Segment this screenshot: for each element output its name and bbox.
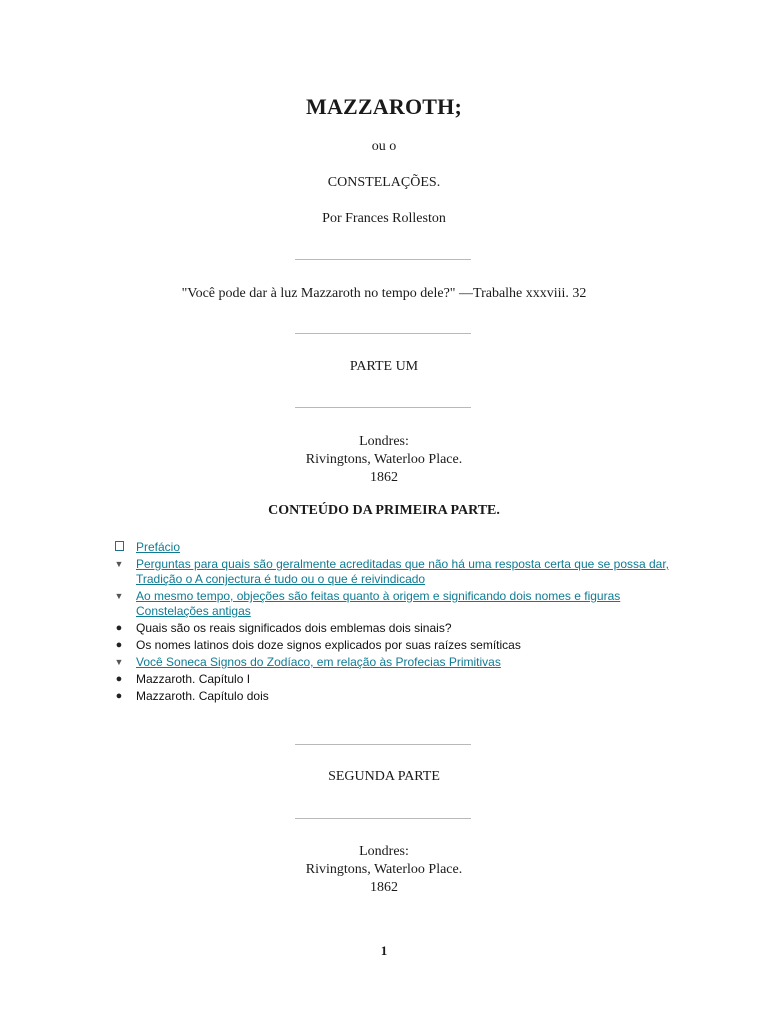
toc-item[interactable] bbox=[112, 557, 682, 587]
toc-text: Mazzaroth. Capítulo dois bbox=[136, 689, 269, 703]
toc-item[interactable] bbox=[112, 589, 682, 619]
bullet-icon: ● bbox=[115, 690, 123, 702]
toc-link[interactable]: Prefácio bbox=[136, 540, 181, 554]
page-number: 1 bbox=[380, 943, 388, 958]
publisher-city: Londres: bbox=[359, 844, 409, 859]
toc-item[interactable] bbox=[112, 540, 682, 555]
toc-item[interactable] bbox=[112, 655, 682, 670]
toc-link[interactable]: Ao mesmo tempo, objeções são feitas quanto à origem e significando dois nomes e figuras Constelações antigas bbox=[136, 589, 621, 618]
toc-item bbox=[112, 689, 682, 704]
book-title: MAZZAROTH; bbox=[306, 94, 462, 119]
toc-link[interactable]: Perguntas para quais são geralmente acreditadas que não há uma resposta certa que se possa dar, Tradição o A conjectura é tudo ou o que é reivindicado bbox=[136, 557, 670, 586]
epigraph-quote: "Você pode dar à luz Mazzaroth no tempo dele?" —Trabalhe xxxviii. 32 bbox=[181, 286, 587, 301]
toc-text: Os nomes latinos dois doze signos explicados por suas raízes semíticas bbox=[136, 638, 521, 652]
toc-link[interactable]: Você Soneca Signos do Zodíaco, em relação às Profecias Primitivas bbox=[136, 655, 501, 669]
page-icon bbox=[112, 541, 126, 556]
table-of-contents bbox=[112, 540, 682, 706]
divider bbox=[295, 407, 471, 408]
ou-line: ou o bbox=[371, 139, 397, 154]
toc-item bbox=[112, 638, 682, 653]
author-line: Por Frances Rolleston bbox=[322, 211, 446, 226]
publisher-block-1 bbox=[0, 433, 768, 487]
bullet-icon: ● bbox=[115, 622, 123, 634]
book-subtitle: CONSTELAÇÕES. bbox=[327, 175, 441, 190]
divider bbox=[295, 259, 471, 260]
publisher-block-2 bbox=[0, 843, 768, 897]
bullet-icon: ● bbox=[115, 639, 123, 651]
part-two-heading: SEGUNDA PARTE bbox=[328, 769, 440, 784]
arrow-icon: ▼ bbox=[114, 657, 124, 667]
publisher-name: Rivingtons, Waterloo Place. bbox=[305, 862, 463, 877]
part-one-heading: PARTE UM bbox=[349, 359, 419, 374]
arrow-icon: ▼ bbox=[114, 591, 124, 601]
divider bbox=[295, 333, 471, 334]
toc-item bbox=[112, 621, 682, 636]
publisher-year: 1862 bbox=[370, 880, 398, 895]
divider bbox=[295, 818, 471, 819]
divider bbox=[295, 744, 471, 745]
arrow-icon: ▼ bbox=[114, 559, 124, 569]
publisher-name: Rivingtons, Waterloo Place. bbox=[305, 452, 463, 467]
toc-text: Mazzaroth. Capítulo I bbox=[136, 672, 251, 686]
toc-item bbox=[112, 672, 682, 687]
bullet-icon: ● bbox=[115, 673, 123, 685]
toc-text: Quais são os reais significados dois emblemas dois sinais? bbox=[136, 621, 452, 635]
publisher-city: Londres: bbox=[359, 434, 409, 449]
publisher-year: 1862 bbox=[370, 470, 398, 485]
contents-title: CONTEÚDO DA PRIMEIRA PARTE. bbox=[268, 503, 500, 518]
